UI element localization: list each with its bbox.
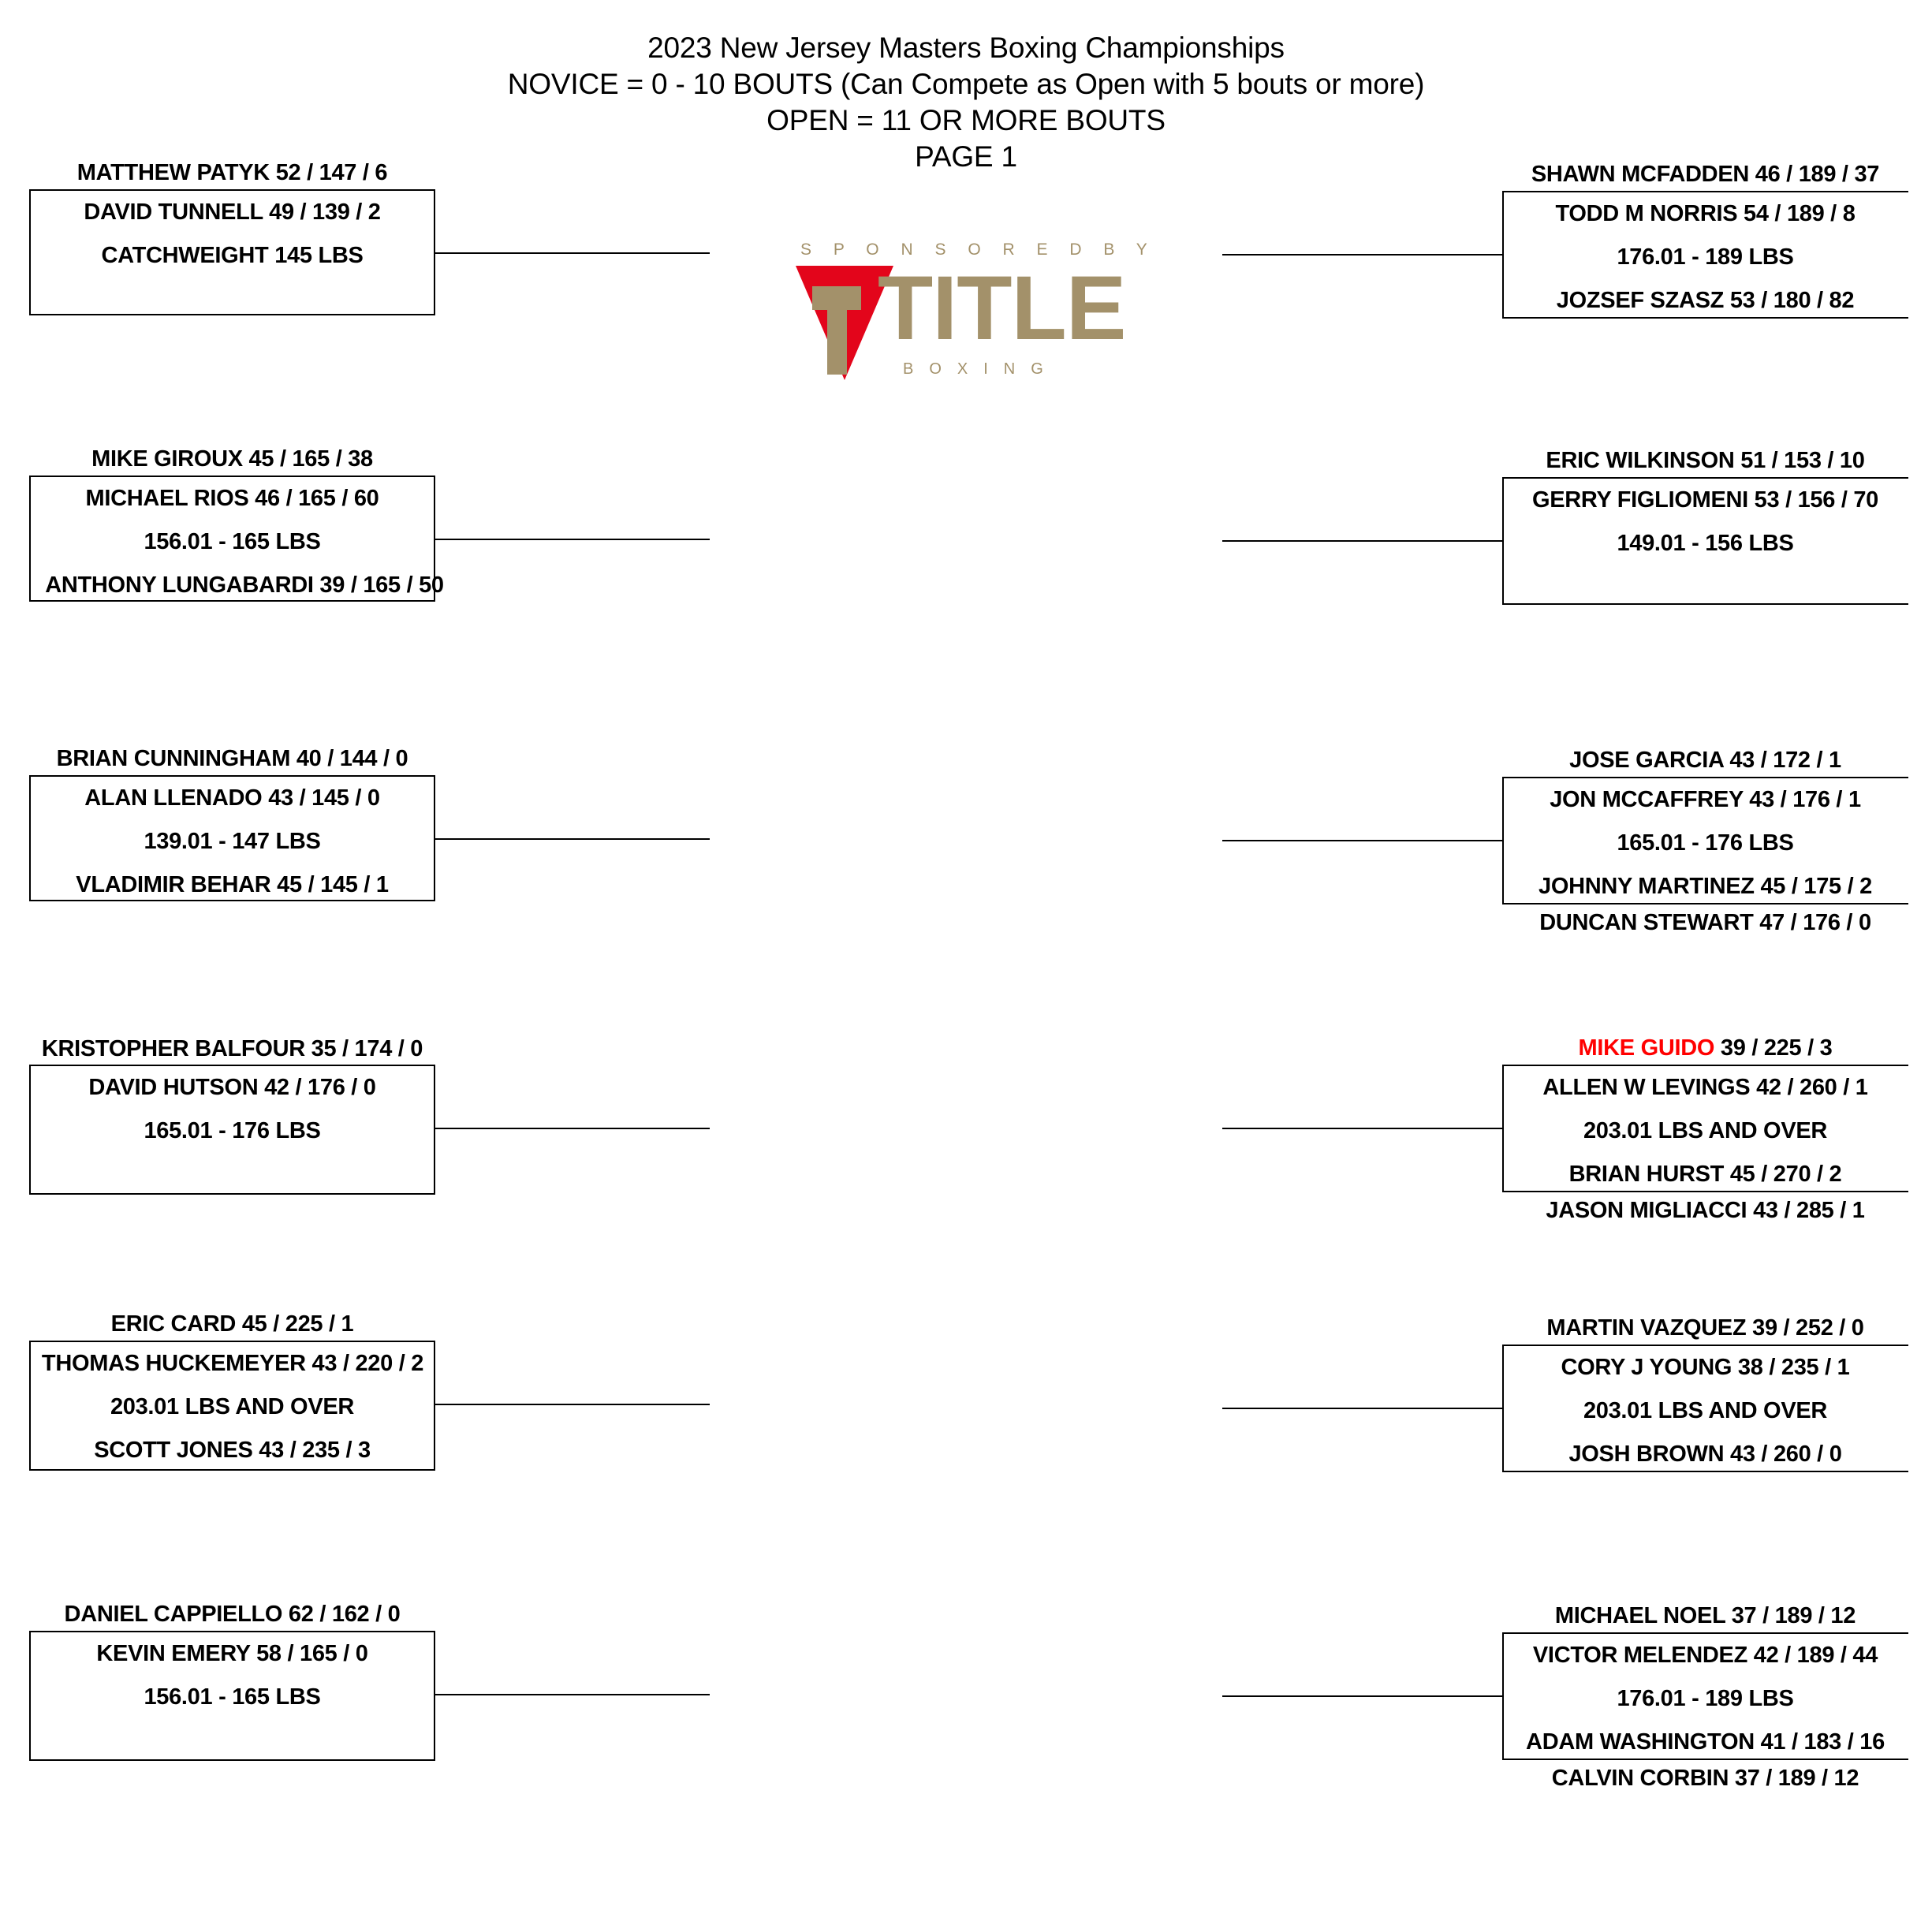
bracket-group-left-6[interactable] bbox=[0, 1577, 710, 1774]
weight-division-label: 203.01 LBS AND OVER bbox=[1583, 1398, 1828, 1423]
boxer-name-second: DAVID TUNNELL 49 / 139 / 2 bbox=[84, 200, 381, 225]
boxer-name-top: MIKE GIROUX 45 / 165 / 38 bbox=[91, 446, 373, 472]
bracket-group-left-1[interactable] bbox=[0, 142, 710, 331]
bracket-connector-line bbox=[1222, 840, 1502, 841]
novice-rule-text: NOVICE = 0 - 10 BOUTS (Can Compete as Open with 5 bouts or more) bbox=[507, 68, 1425, 100]
boxer-name-fourth: JASON MIGLIACCI 43 / 285 / 1 bbox=[1546, 1198, 1865, 1223]
bracket-group-right-5[interactable] bbox=[1222, 1301, 1932, 1498]
weight-division-label: 156.01 - 165 LBS bbox=[144, 529, 321, 554]
bracket-group-right-3[interactable] bbox=[1222, 733, 1932, 942]
title-t-stem-icon bbox=[827, 286, 847, 375]
boxer-name-fourth: DUNCAN STEWART 47 / 176 / 0 bbox=[1539, 910, 1871, 935]
boxer-name-top: DANIEL CAPPIELLO 62 / 162 / 0 bbox=[64, 1602, 401, 1627]
weight-division-label: 149.01 - 156 LBS bbox=[1617, 531, 1794, 556]
bracket-connector-line bbox=[435, 539, 710, 540]
boxer-name-top: ERIC CARD 45 / 225 / 1 bbox=[110, 1311, 354, 1337]
boxer-name-third: JOZSEF SZASZ 53 / 180 / 82 bbox=[1556, 288, 1855, 313]
weight-division-label: 156.01 - 165 LBS bbox=[144, 1684, 321, 1710]
weight-division-label: 139.01 - 147 LBS bbox=[144, 829, 321, 854]
boxer-name-top bbox=[1502, 1035, 1908, 1061]
weight-division-label: 203.01 LBS AND OVER bbox=[1583, 1118, 1828, 1143]
bracket-group-right-6[interactable] bbox=[1222, 1577, 1932, 1806]
boxer-name-second: GERRY FIGLIOMENI 53 / 156 / 70 bbox=[1531, 487, 1879, 513]
bracket-group-left-2[interactable] bbox=[0, 438, 710, 619]
sponsored-by-label: S P O N S O R E D B Y bbox=[800, 241, 1156, 259]
boxer-name-third: VLADIMIR BEHAR 45 / 145 / 1 bbox=[76, 872, 389, 897]
boxer-name-top: JOSE GARCIA 43 / 172 / 1 bbox=[1569, 748, 1841, 773]
sponsor-logo bbox=[777, 241, 1156, 398]
boxer-name-top: SHAWN MCFADDEN 46 / 189 / 37 bbox=[1531, 162, 1880, 187]
boxer-name-third: ANTHONY LUNGABARDI 39 / 165 / 50 bbox=[45, 573, 444, 598]
bracket-connector-line bbox=[1222, 1408, 1502, 1409]
boxer-name-third: SCOTT JONES 43 / 235 / 3 bbox=[94, 1438, 371, 1463]
boxer-name-top: KRISTOPHER BALFOUR 35 / 174 / 0 bbox=[41, 1036, 423, 1061]
tournament-title: 2023 New Jersey Masters Boxing Championships bbox=[647, 32, 1285, 64]
bracket-connector-line bbox=[1222, 1128, 1502, 1129]
boxer-name-second: THOMAS HUCKEMEYER 43 / 220 / 2 bbox=[41, 1351, 424, 1376]
weight-division-label: 176.01 - 189 LBS bbox=[1617, 1686, 1794, 1711]
bracket-group-right-4[interactable] bbox=[1222, 1017, 1932, 1226]
bracket-connector-line bbox=[1222, 254, 1502, 255]
boxer-name-top: MARTIN VAZQUEZ 39 / 252 / 0 bbox=[1546, 1315, 1864, 1341]
bracket-connector-line bbox=[435, 252, 710, 254]
weight-division-label: 165.01 - 176 LBS bbox=[144, 1118, 321, 1143]
boxer-name-top: MATTHEW PATYK 52 / 147 / 6 bbox=[76, 160, 388, 185]
bracket-group-left-5[interactable] bbox=[0, 1293, 710, 1490]
boxer-name-second: KEVIN EMERY 58 / 165 / 0 bbox=[96, 1641, 368, 1666]
bracket-group-left-4[interactable] bbox=[0, 1025, 710, 1222]
open-rule-text: OPEN = 11 OR MORE BOUTS bbox=[766, 104, 1166, 136]
bracket-group-right-1[interactable] bbox=[1222, 142, 1932, 339]
boxer-name-second: TODD M NORRIS 54 / 189 / 8 bbox=[1555, 201, 1856, 226]
boxer-name-top: ERIC WILKINSON 51 / 153 / 10 bbox=[1546, 448, 1865, 473]
boxing-label: BOXING bbox=[903, 360, 1059, 378]
bracket-connector-line bbox=[1222, 1695, 1502, 1697]
bracket-group-right-2[interactable] bbox=[1222, 438, 1932, 627]
bracket-group-left-3[interactable] bbox=[0, 737, 710, 927]
boxer-name-top: BRIAN CUNNINGHAM 40 / 144 / 0 bbox=[56, 746, 408, 771]
highlighted-boxer-name: MIKE GUIDO bbox=[1578, 1035, 1715, 1061]
boxer-name-third: JOHNNY MARTINEZ 45 / 175 / 2 bbox=[1539, 874, 1872, 899]
bracket-connector-line bbox=[435, 838, 710, 840]
boxer-name-second: MICHAEL RIOS 46 / 165 / 60 bbox=[85, 486, 379, 511]
bracket-connector-line bbox=[435, 1404, 710, 1405]
boxer-name-second: VICTOR MELENDEZ 42 / 189 / 44 bbox=[1532, 1643, 1878, 1668]
boxer-name-second: DAVID HUTSON 42 / 176 / 0 bbox=[88, 1075, 376, 1100]
boxer-name-third: BRIAN HURST 45 / 270 / 2 bbox=[1568, 1162, 1842, 1187]
weight-division-label: 203.01 LBS AND OVER bbox=[110, 1394, 355, 1419]
bracket-connector-line bbox=[435, 1694, 710, 1695]
boxer-name-second: ALAN LLENADO 43 / 145 / 0 bbox=[84, 785, 380, 811]
weight-division-label: 176.01 - 189 LBS bbox=[1617, 244, 1794, 270]
bracket-connector-line bbox=[435, 1128, 710, 1129]
page-number: PAGE 1 bbox=[915, 140, 1017, 173]
boxer-name-top: MICHAEL NOEL 37 / 189 / 12 bbox=[1554, 1603, 1856, 1628]
boxer-name-second: CORY J YOUNG 38 / 235 / 1 bbox=[1561, 1355, 1850, 1380]
bracket-connector-line bbox=[1222, 540, 1502, 542]
highlighted-boxer-stats: 39 / 225 / 3 bbox=[1714, 1035, 1833, 1061]
title-wordmark: TITLE bbox=[878, 258, 1126, 359]
boxer-name-second: JON MCCAFFREY 43 / 176 / 1 bbox=[1550, 787, 1861, 812]
boxer-name-third: ADAM WASHINGTON 41 / 183 / 16 bbox=[1526, 1729, 1885, 1755]
weight-division-label: 165.01 - 176 LBS bbox=[1617, 830, 1794, 856]
boxer-name-fourth: CALVIN CORBIN 37 / 189 / 12 bbox=[1551, 1766, 1859, 1791]
boxer-name-second: ALLEN W LEVINGS 42 / 260 / 1 bbox=[1542, 1075, 1868, 1100]
boxer-name-third: JOSH BROWN 43 / 260 / 0 bbox=[1568, 1442, 1842, 1467]
weight-division-label: CATCHWEIGHT 145 LBS bbox=[101, 243, 364, 268]
